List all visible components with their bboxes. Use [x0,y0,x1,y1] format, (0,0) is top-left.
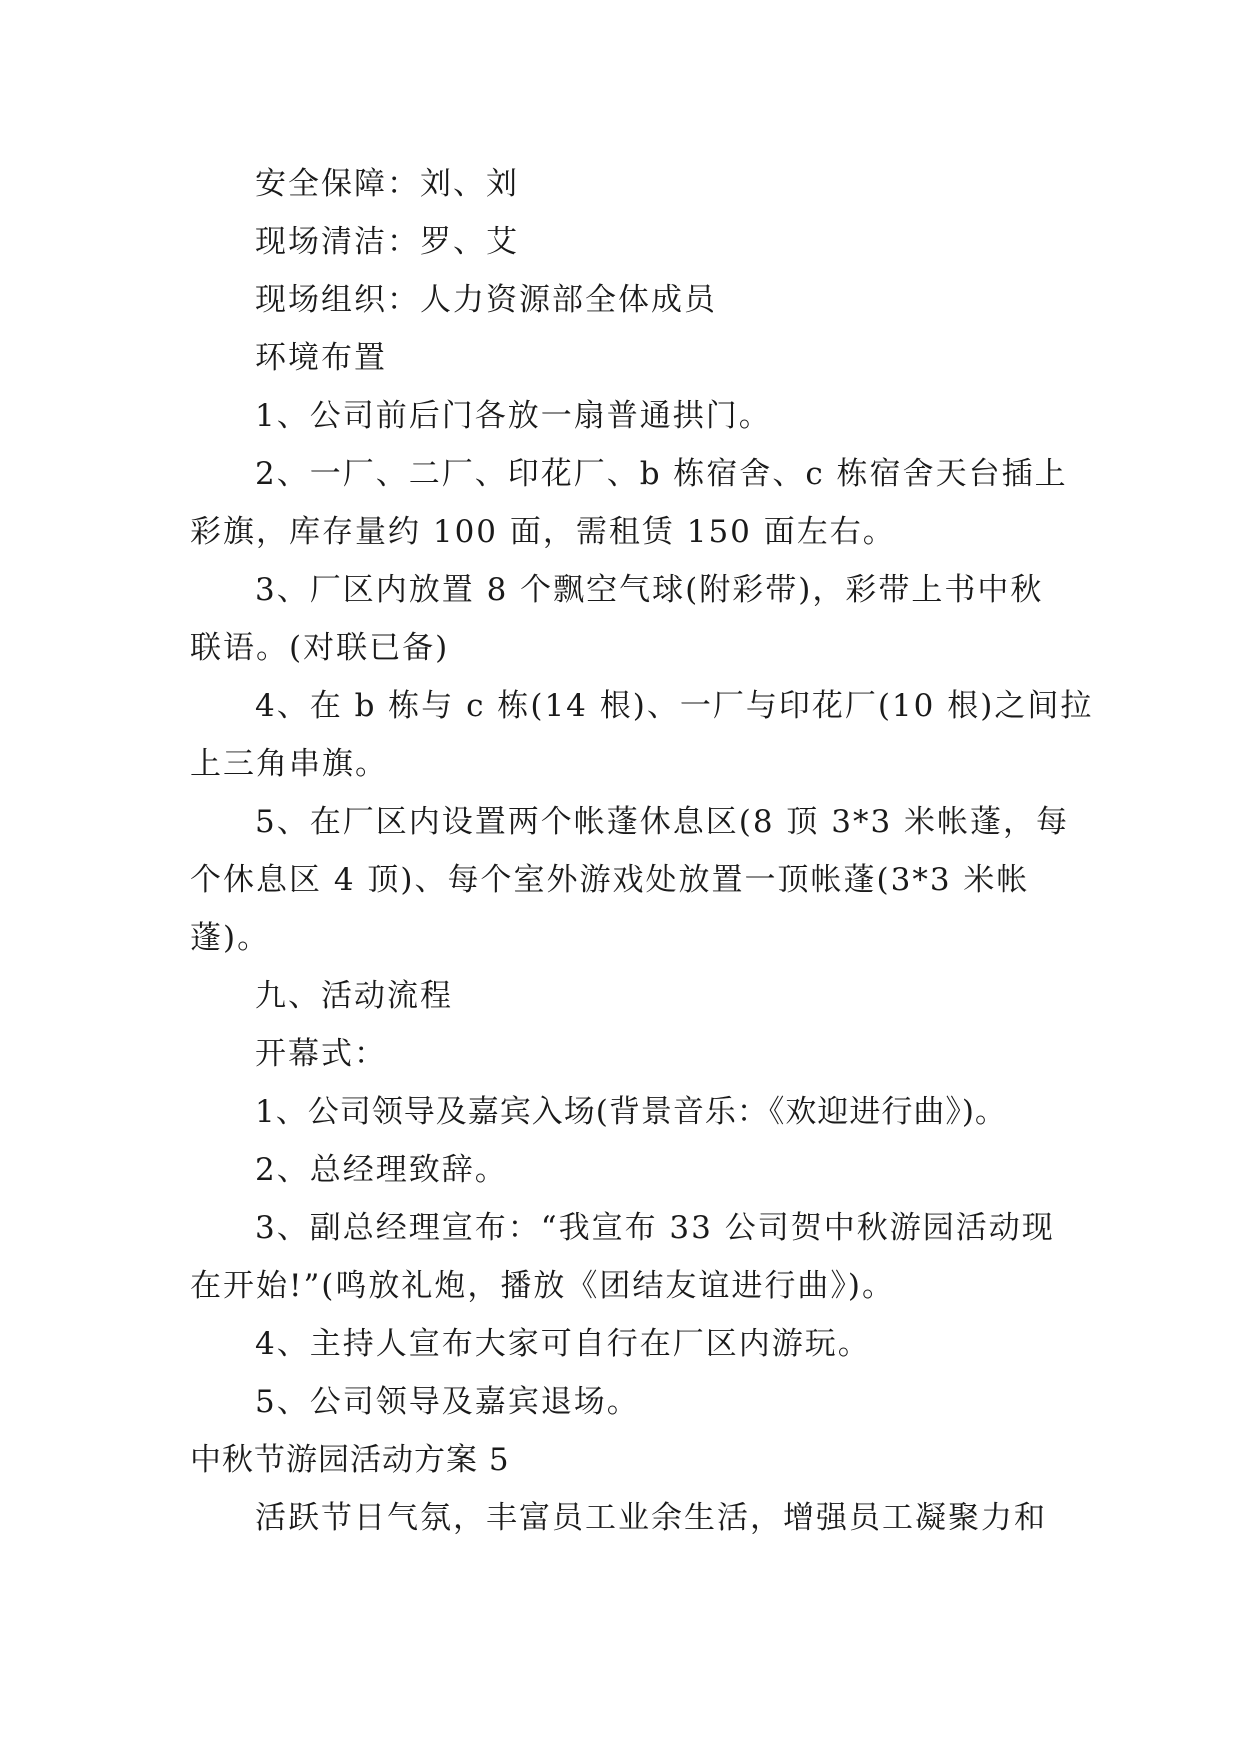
paragraph-line: 现场清洁：罗、艾 [255,224,519,260]
paragraph-line: 上三角串旗。 [190,746,388,782]
paragraph-line: 4、在 b 栋与 c 栋(14 根)、一厂与印花厂(10 根)之间拉 [255,688,1094,724]
paragraph-line: 现场组织：人力资源部全体成员 [255,282,717,318]
paragraph-line: 1、公司领导及嘉宾入场(背景音乐：《欢迎进行曲》)。 [255,1094,1007,1130]
paragraph-line: 3、副总经理宣布：“我宣布 33 公司贺中秋游园活动现 [255,1210,1055,1246]
paragraph-line: 5、在厂区内设置两个帐蓬休息区(8 顶 3*3 米帐蓬，每 [255,804,1070,840]
paragraph-line: 个休息区 4 顶)、每个室外游戏处放置一顶帐蓬(3*3 米帐 [190,862,1030,898]
paragraph-line: 彩旗，库存量约 100 面，需租赁 150 面左右。 [190,514,896,550]
paragraph-line: 2、总经理致辞。 [255,1152,508,1188]
paragraph-line: 3、厂区内放置 8 个飘空气球(附彩带)，彩带上书中秋 [255,572,1044,608]
paragraph-line: 5、公司领导及嘉宾退场。 [255,1384,640,1420]
paragraph-line: 在开始!”(鸣放礼炮，播放《团结友谊进行曲》)。 [190,1268,895,1304]
paragraph-line: 蓬)。 [190,920,271,956]
section-heading: 环境布置 [255,340,387,376]
paragraph-line: 1、公司前后门各放一扇普通拱门。 [255,398,772,434]
paragraph-line: 开幕式： [255,1036,387,1072]
paragraph-line: 联语。(对联已备) [190,630,450,666]
paragraph-line: 2、一厂、二厂、印花厂、b 栋宿舍、c 栋宿舍天台插上 [255,456,1068,492]
document-title: 中秋节游园活动方案 5 [190,1442,510,1478]
paragraph-line: 安全保障：刘、刘 [255,166,519,202]
paragraph-line: 活跃节日气氛，丰富员工业余生活，增强员工凝聚力和 [255,1500,1047,1536]
section-heading: 九、活动流程 [255,978,453,1014]
paragraph-line: 4、主持人宣布大家可自行在厂区内游玩。 [255,1326,871,1362]
